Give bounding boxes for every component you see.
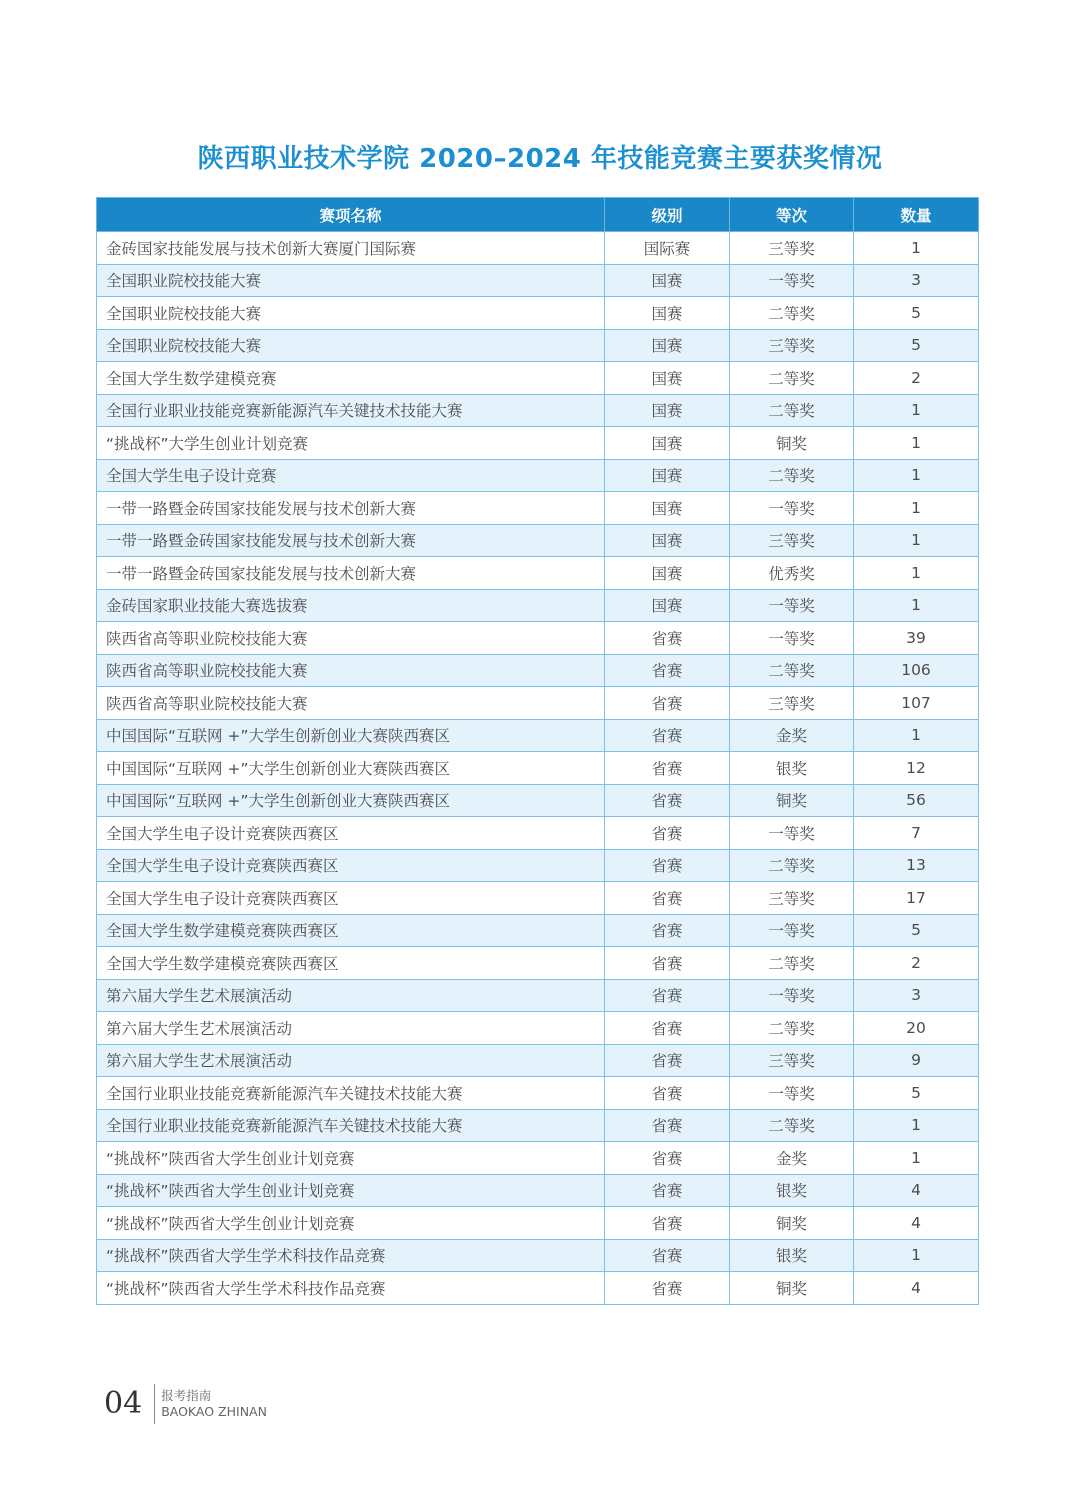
table-row <box>97 524 979 557</box>
publication-title-cn: 报考指南 <box>161 1388 212 1403</box>
cell-grade: 一等奖 <box>730 1077 854 1110</box>
cell-count: 4 <box>854 1207 979 1240</box>
table-row <box>97 394 979 427</box>
cell-competition-name: 全国大学生数学建模竞赛 <box>97 362 605 395</box>
cell-level: 省赛 <box>605 1077 730 1110</box>
table-row <box>97 459 979 492</box>
cell-grade: 二等奖 <box>730 459 854 492</box>
table-row <box>97 1142 979 1175</box>
cell-competition-name: 金砖国家职业技能大赛选拔赛 <box>97 589 605 622</box>
table-row <box>97 1109 979 1142</box>
cell-competition-name: 全国大学生电子设计竞赛陕西赛区 <box>97 817 605 850</box>
cell-competition-name: 第六届大学生艺术展演活动 <box>97 1044 605 1077</box>
cell-count: 56 <box>854 784 979 817</box>
cell-count: 1 <box>854 394 979 427</box>
cell-count: 2 <box>854 947 979 980</box>
cell-level: 国赛 <box>605 329 730 362</box>
cell-competition-name: 全国大学生数学建模竞赛陕西赛区 <box>97 914 605 947</box>
cell-level: 国赛 <box>605 297 730 330</box>
cell-level: 省赛 <box>605 914 730 947</box>
cell-level: 省赛 <box>605 979 730 1012</box>
cell-level: 省赛 <box>605 1239 730 1272</box>
cell-level: 国赛 <box>605 557 730 590</box>
cell-count: 5 <box>854 1077 979 1110</box>
awards-table <box>96 197 979 1305</box>
table-row <box>97 1272 979 1305</box>
cell-count: 4 <box>854 1174 979 1207</box>
cell-level: 省赛 <box>605 849 730 882</box>
cell-count: 12 <box>854 752 979 785</box>
table-row <box>97 1174 979 1207</box>
cell-level: 国际赛 <box>605 232 730 265</box>
cell-count: 1 <box>854 1109 979 1142</box>
cell-grade: 银奖 <box>730 1239 854 1272</box>
cell-grade: 一等奖 <box>730 622 854 655</box>
cell-level: 省赛 <box>605 784 730 817</box>
cell-competition-name: 中国国际“互联网 +”大学生创新创业大赛陕西赛区 <box>97 752 605 785</box>
cell-grade: 铜奖 <box>730 1272 854 1305</box>
cell-grade: 一等奖 <box>730 914 854 947</box>
cell-level: 省赛 <box>605 817 730 850</box>
cell-count: 1 <box>854 427 979 460</box>
cell-competition-name: 全国行业职业技能竞赛新能源汽车关键技术技能大赛 <box>97 1109 605 1142</box>
cell-level: 省赛 <box>605 1272 730 1305</box>
cell-count: 5 <box>854 329 979 362</box>
cell-level: 省赛 <box>605 687 730 720</box>
cell-competition-name: 金砖国家技能发展与技术创新大赛厦门国际赛 <box>97 232 605 265</box>
cell-count: 1 <box>854 1142 979 1175</box>
cell-level: 省赛 <box>605 752 730 785</box>
cell-grade: 三等奖 <box>730 524 854 557</box>
cell-level: 省赛 <box>605 882 730 915</box>
cell-competition-name: “挑战杯”陕西省大学生创业计划竞赛 <box>97 1207 605 1240</box>
table-row <box>97 914 979 947</box>
cell-level: 国赛 <box>605 589 730 622</box>
cell-level: 省赛 <box>605 654 730 687</box>
cell-competition-name: 陕西省高等职业院校技能大赛 <box>97 654 605 687</box>
cell-count: 39 <box>854 622 979 655</box>
table-row <box>97 719 979 752</box>
cell-level: 省赛 <box>605 622 730 655</box>
cell-grade: 优秀奖 <box>730 557 854 590</box>
table-row <box>97 589 979 622</box>
cell-level: 省赛 <box>605 1044 730 1077</box>
cell-grade: 三等奖 <box>730 232 854 265</box>
cell-grade: 金奖 <box>730 1142 854 1175</box>
cell-level: 国赛 <box>605 264 730 297</box>
table-row <box>97 1239 979 1272</box>
cell-count: 20 <box>854 1012 979 1045</box>
cell-grade: 金奖 <box>730 719 854 752</box>
cell-count: 17 <box>854 882 979 915</box>
table-row <box>97 1077 979 1110</box>
cell-competition-name: “挑战杯”陕西省大学生学术科技作品竞赛 <box>97 1272 605 1305</box>
cell-level: 省赛 <box>605 1174 730 1207</box>
cell-competition-name: “挑战杯”陕西省大学生创业计划竞赛 <box>97 1174 605 1207</box>
cell-competition-name: 一带一路暨金砖国家技能发展与技术创新大赛 <box>97 492 605 525</box>
cell-grade: 三等奖 <box>730 329 854 362</box>
cell-grade: 二等奖 <box>730 654 854 687</box>
footer-publication <box>161 1388 267 1420</box>
cell-competition-name: 全国职业院校技能大赛 <box>97 297 605 330</box>
table-row <box>97 329 979 362</box>
cell-competition-name: “挑战杯”陕西省大学生学术科技作品竞赛 <box>97 1239 605 1272</box>
cell-competition-name: 全国大学生电子设计竞赛 <box>97 459 605 492</box>
table-row <box>97 1044 979 1077</box>
cell-grade: 一等奖 <box>730 817 854 850</box>
cell-competition-name: “挑战杯”陕西省大学生创业计划竞赛 <box>97 1142 605 1175</box>
table-row <box>97 654 979 687</box>
cell-count: 5 <box>854 914 979 947</box>
table-body <box>97 232 979 1305</box>
cell-level: 省赛 <box>605 947 730 980</box>
cell-count: 3 <box>854 264 979 297</box>
publication-title-en: BAOKAO ZHINAN <box>161 1404 267 1419</box>
cell-grade: 二等奖 <box>730 297 854 330</box>
cell-competition-name: 一带一路暨金砖国家技能发展与技术创新大赛 <box>97 524 605 557</box>
page-footer <box>104 1384 267 1424</box>
cell-grade: 一等奖 <box>730 979 854 1012</box>
table-row <box>97 1012 979 1045</box>
cell-competition-name: 陕西省高等职业院校技能大赛 <box>97 687 605 720</box>
cell-competition-name: 全国职业院校技能大赛 <box>97 329 605 362</box>
table-row <box>97 817 979 850</box>
cell-count: 3 <box>854 979 979 1012</box>
page-title: 陕西职业技术学院 2020–2024 年技能竞赛主要获奖情况 <box>197 144 883 174</box>
cell-count: 1 <box>854 557 979 590</box>
cell-grade: 二等奖 <box>730 947 854 980</box>
cell-level: 国赛 <box>605 394 730 427</box>
cell-level: 国赛 <box>605 459 730 492</box>
column-header-level: 级别 <box>605 198 730 232</box>
cell-count: 9 <box>854 1044 979 1077</box>
cell-level: 省赛 <box>605 719 730 752</box>
cell-grade: 一等奖 <box>730 264 854 297</box>
table-row <box>97 1207 979 1240</box>
cell-count: 1 <box>854 232 979 265</box>
cell-grade: 银奖 <box>730 1174 854 1207</box>
cell-level: 省赛 <box>605 1109 730 1142</box>
column-header-count: 数量 <box>854 198 979 232</box>
table-row <box>97 947 979 980</box>
cell-count: 7 <box>854 817 979 850</box>
table-row <box>97 979 979 1012</box>
page-number: 04 <box>104 1386 143 1421</box>
table-row <box>97 297 979 330</box>
column-header-grade: 等次 <box>730 198 854 232</box>
cell-count: 1 <box>854 589 979 622</box>
cell-competition-name: 中国国际“互联网 +”大学生创新创业大赛陕西赛区 <box>97 784 605 817</box>
table-row <box>97 687 979 720</box>
cell-grade: 铜奖 <box>730 1207 854 1240</box>
cell-competition-name: “挑战杯”大学生创业计划竞赛 <box>97 427 605 460</box>
cell-level: 省赛 <box>605 1207 730 1240</box>
table-row <box>97 557 979 590</box>
cell-grade: 二等奖 <box>730 362 854 395</box>
cell-grade: 一等奖 <box>730 589 854 622</box>
cell-count: 2 <box>854 362 979 395</box>
table-row <box>97 752 979 785</box>
table-row <box>97 622 979 655</box>
cell-competition-name: 陕西省高等职业院校技能大赛 <box>97 622 605 655</box>
cell-grade: 二等奖 <box>730 1012 854 1045</box>
footer-divider <box>154 1384 155 1424</box>
cell-competition-name: 中国国际“互联网 +”大学生创新创业大赛陕西赛区 <box>97 719 605 752</box>
cell-competition-name: 全国职业院校技能大赛 <box>97 264 605 297</box>
column-header-name: 赛项名称 <box>97 198 605 232</box>
table-row <box>97 232 979 265</box>
cell-grade: 三等奖 <box>730 687 854 720</box>
cell-count: 4 <box>854 1272 979 1305</box>
cell-competition-name: 全国大学生电子设计竞赛陕西赛区 <box>97 849 605 882</box>
cell-count: 107 <box>854 687 979 720</box>
cell-level: 省赛 <box>605 1012 730 1045</box>
cell-level: 省赛 <box>605 1142 730 1175</box>
cell-competition-name: 全国行业职业技能竞赛新能源汽车关键技术技能大赛 <box>97 1077 605 1110</box>
cell-competition-name: 全国大学生数学建模竞赛陕西赛区 <box>97 947 605 980</box>
cell-competition-name: 全国大学生电子设计竞赛陕西赛区 <box>97 882 605 915</box>
table-row <box>97 784 979 817</box>
cell-level: 国赛 <box>605 362 730 395</box>
cell-level: 国赛 <box>605 427 730 460</box>
cell-count: 1 <box>854 459 979 492</box>
cell-competition-name: 第六届大学生艺术展演活动 <box>97 979 605 1012</box>
cell-count: 1 <box>854 524 979 557</box>
table-row <box>97 362 979 395</box>
cell-level: 国赛 <box>605 524 730 557</box>
table-row <box>97 492 979 525</box>
table-row <box>97 264 979 297</box>
cell-count: 5 <box>854 297 979 330</box>
cell-competition-name: 全国行业职业技能竞赛新能源汽车关键技术技能大赛 <box>97 394 605 427</box>
cell-level: 国赛 <box>605 492 730 525</box>
cell-grade: 铜奖 <box>730 784 854 817</box>
table-row <box>97 882 979 915</box>
cell-count: 1 <box>854 1239 979 1272</box>
cell-grade: 二等奖 <box>730 394 854 427</box>
cell-competition-name: 一带一路暨金砖国家技能发展与技术创新大赛 <box>97 557 605 590</box>
cell-grade: 二等奖 <box>730 1109 854 1142</box>
cell-competition-name: 第六届大学生艺术展演活动 <box>97 1012 605 1045</box>
cell-grade: 三等奖 <box>730 1044 854 1077</box>
cell-count: 1 <box>854 719 979 752</box>
cell-grade: 二等奖 <box>730 849 854 882</box>
table-header-row <box>97 198 979 232</box>
cell-count: 1 <box>854 492 979 525</box>
cell-grade: 银奖 <box>730 752 854 785</box>
table-row <box>97 427 979 460</box>
cell-count: 13 <box>854 849 979 882</box>
table-row <box>97 849 979 882</box>
cell-grade: 一等奖 <box>730 492 854 525</box>
cell-count: 106 <box>854 654 979 687</box>
cell-grade: 三等奖 <box>730 882 854 915</box>
cell-grade: 铜奖 <box>730 427 854 460</box>
